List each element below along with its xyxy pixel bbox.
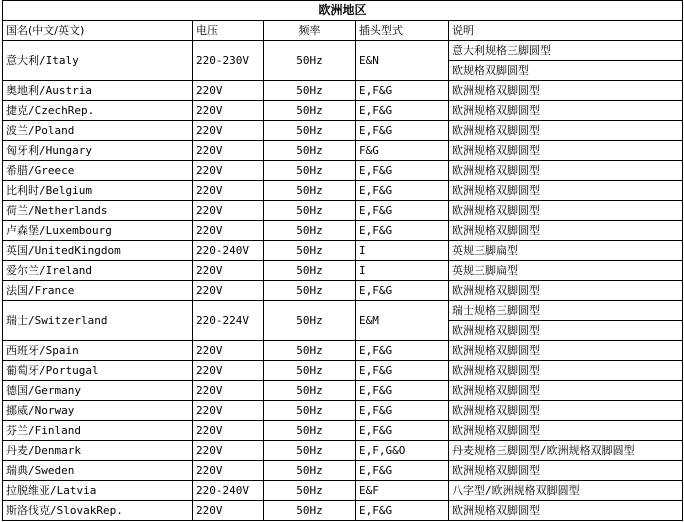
cell-plug-type: I bbox=[356, 241, 449, 261]
cell-plug-type: E&N bbox=[356, 41, 449, 81]
cell-plug-type: E,F&G bbox=[356, 501, 449, 521]
header-row bbox=[3, 21, 683, 41]
cell-note: 欧洲规格双脚圆型 bbox=[449, 101, 683, 121]
cell-voltage: 220V bbox=[193, 381, 264, 401]
cell-voltage: 220V bbox=[193, 361, 264, 381]
table-row bbox=[3, 201, 683, 221]
cell-country: 捷克/CzechRep. bbox=[3, 101, 193, 121]
cell-plug-type: E,F&G bbox=[356, 421, 449, 441]
cell-plug-type: E,F&G bbox=[356, 341, 449, 361]
cell-voltage: 220V bbox=[193, 341, 264, 361]
cell-plug-type: E,F&G bbox=[356, 361, 449, 381]
table-row bbox=[3, 81, 683, 101]
header-voltage: 电压 bbox=[193, 21, 264, 41]
table-body bbox=[3, 41, 683, 521]
cell-frequency: 50Hz bbox=[264, 401, 356, 421]
cell-frequency: 50Hz bbox=[264, 441, 356, 461]
table-row bbox=[3, 381, 683, 401]
cell-frequency: 50Hz bbox=[264, 361, 356, 381]
cell-country: 葡萄牙/Portugal bbox=[3, 361, 193, 381]
cell-note: 意大利规格三脚圆型 bbox=[449, 41, 683, 61]
table-row bbox=[3, 281, 683, 301]
cell-note: 欧洲规格双脚圆型 bbox=[449, 201, 683, 221]
cell-voltage: 220V bbox=[193, 221, 264, 241]
cell-frequency: 50Hz bbox=[264, 421, 356, 441]
table-row bbox=[3, 221, 683, 241]
cell-plug-type: F&G bbox=[356, 141, 449, 161]
cell-voltage: 220V bbox=[193, 401, 264, 421]
cell-frequency: 50Hz bbox=[264, 241, 356, 261]
cell-note: 瑞士规格三脚圆型 bbox=[449, 301, 683, 321]
cell-country: 英国/UnitedKingdom bbox=[3, 241, 193, 261]
cell-note: 欧洲规格双脚圆型 bbox=[449, 361, 683, 381]
table-row bbox=[3, 101, 683, 121]
cell-voltage: 220-240V bbox=[193, 481, 264, 501]
cell-plug-type: E,F&G bbox=[356, 101, 449, 121]
cell-frequency: 50Hz bbox=[264, 281, 356, 301]
cell-plug-type: E,F&G bbox=[356, 201, 449, 221]
cell-note: 欧洲规格双脚圆型 bbox=[449, 381, 683, 401]
cell-plug-type: E,F&G bbox=[356, 161, 449, 181]
cell-voltage: 220V bbox=[193, 141, 264, 161]
cell-country: 芬兰/Finland bbox=[3, 421, 193, 441]
cell-country: 丹麦/Denmark bbox=[3, 441, 193, 461]
cell-note: 欧洲规格双脚圆型 bbox=[449, 461, 683, 481]
cell-voltage: 220V bbox=[193, 121, 264, 141]
cell-note: 英规三脚扁型 bbox=[449, 241, 683, 261]
cell-country: 意大利/Italy bbox=[3, 41, 193, 81]
cell-voltage: 220V bbox=[193, 181, 264, 201]
cell-country: 奥地利/Austria bbox=[3, 81, 193, 101]
table-row bbox=[3, 341, 683, 361]
cell-note: 欧洲规格双脚圆型 bbox=[449, 161, 683, 181]
table-row bbox=[3, 241, 683, 261]
cell-country: 挪威/Norway bbox=[3, 401, 193, 421]
cell-note: 英规三脚扁型 bbox=[449, 261, 683, 281]
cell-frequency: 50Hz bbox=[264, 341, 356, 361]
table-row bbox=[3, 441, 683, 461]
cell-note: 欧洲规格双脚圆型 bbox=[449, 181, 683, 201]
cell-note: 欧洲规格双脚圆型 bbox=[449, 141, 683, 161]
cell-plug-type: E,F&G bbox=[356, 381, 449, 401]
cell-frequency: 50Hz bbox=[264, 301, 356, 341]
cell-frequency: 50Hz bbox=[264, 481, 356, 501]
cell-country: 比利时/Belgium bbox=[3, 181, 193, 201]
cell-plug-type: E,F,G&O bbox=[356, 441, 449, 461]
header-plug-type: 插头型式 bbox=[356, 21, 449, 41]
cell-plug-type: E,F&G bbox=[356, 281, 449, 301]
cell-note: 八字型/欧洲规格双脚圆型 bbox=[449, 481, 683, 501]
cell-country: 卢森堡/Luxembourg bbox=[3, 221, 193, 241]
cell-note: 丹麦规格三脚圆型/欧洲规格双脚圆型 bbox=[449, 441, 683, 461]
table-row bbox=[3, 301, 683, 321]
cell-country: 西班牙/Spain bbox=[3, 341, 193, 361]
cell-plug-type: E,F&G bbox=[356, 221, 449, 241]
cell-note: 欧洲规格双脚圆型 bbox=[449, 281, 683, 301]
cell-voltage: 220V bbox=[193, 81, 264, 101]
cell-country: 波兰/Poland bbox=[3, 121, 193, 141]
table-row bbox=[3, 141, 683, 161]
table-row bbox=[3, 121, 683, 141]
cell-voltage: 220V bbox=[193, 421, 264, 441]
cell-frequency: 50Hz bbox=[264, 261, 356, 281]
cell-country: 希腊/Greece bbox=[3, 161, 193, 181]
table-row bbox=[3, 41, 683, 61]
cell-plug-type: E&M bbox=[356, 301, 449, 341]
cell-note: 欧洲规格双脚圆型 bbox=[449, 401, 683, 421]
cell-voltage: 220-224V bbox=[193, 301, 264, 341]
table-row bbox=[3, 161, 683, 181]
cell-voltage: 220-240V bbox=[193, 241, 264, 261]
cell-frequency: 50Hz bbox=[264, 41, 356, 81]
cell-frequency: 50Hz bbox=[264, 141, 356, 161]
cell-note: 欧洲规格双脚圆型 bbox=[449, 81, 683, 101]
cell-note: 欧洲规格双脚圆型 bbox=[449, 421, 683, 441]
cell-voltage: 220V bbox=[193, 281, 264, 301]
cell-country: 德国/Germany bbox=[3, 381, 193, 401]
cell-plug-type: E,F&G bbox=[356, 461, 449, 481]
table-row bbox=[3, 501, 683, 521]
cell-frequency: 50Hz bbox=[264, 181, 356, 201]
europe-voltage-table bbox=[2, 0, 683, 521]
cell-plug-type: E,F&G bbox=[356, 181, 449, 201]
cell-country: 拉脱维亚/Latvia bbox=[3, 481, 193, 501]
cell-voltage: 220V bbox=[193, 161, 264, 181]
header-country: 国名(中文/英文) bbox=[3, 21, 193, 41]
table-row bbox=[3, 181, 683, 201]
table-row bbox=[3, 261, 683, 281]
header-note: 说明 bbox=[449, 21, 683, 41]
cell-frequency: 50Hz bbox=[264, 201, 356, 221]
cell-frequency: 50Hz bbox=[264, 101, 356, 121]
cell-voltage: 220V bbox=[193, 201, 264, 221]
table-row bbox=[3, 481, 683, 501]
cell-voltage: 220V bbox=[193, 441, 264, 461]
cell-country: 荷兰/Netherlands bbox=[3, 201, 193, 221]
cell-frequency: 50Hz bbox=[264, 221, 356, 241]
cell-frequency: 50Hz bbox=[264, 121, 356, 141]
cell-plug-type: I bbox=[356, 261, 449, 281]
cell-plug-type: E,F&G bbox=[356, 401, 449, 421]
cell-note: 欧洲规格双脚圆型 bbox=[449, 501, 683, 521]
cell-plug-type: E,F&G bbox=[356, 121, 449, 141]
cell-note: 欧规格双脚圆型 bbox=[449, 61, 683, 81]
cell-frequency: 50Hz bbox=[264, 501, 356, 521]
cell-country: 法国/France bbox=[3, 281, 193, 301]
cell-country: 瑞士/Switzerland bbox=[3, 301, 193, 341]
cell-frequency: 50Hz bbox=[264, 81, 356, 101]
cell-country: 瑞典/Sweden bbox=[3, 461, 193, 481]
cell-plug-type: E,F&G bbox=[356, 81, 449, 101]
cell-note: 欧洲规格双脚圆型 bbox=[449, 221, 683, 241]
cell-voltage: 220V bbox=[193, 261, 264, 281]
table-row bbox=[3, 461, 683, 481]
cell-voltage: 220V bbox=[193, 101, 264, 121]
cell-frequency: 50Hz bbox=[264, 381, 356, 401]
cell-plug-type: E&F bbox=[356, 481, 449, 501]
cell-note: 欧洲规格双脚圆型 bbox=[449, 121, 683, 141]
table-row bbox=[3, 401, 683, 421]
header-frequency: 频率 bbox=[264, 21, 356, 41]
cell-voltage: 220V bbox=[193, 461, 264, 481]
table-row bbox=[3, 421, 683, 441]
cell-country: 爱尔兰/Ireland bbox=[3, 261, 193, 281]
table-container bbox=[2, 0, 683, 521]
cell-country: 斯洛伐克/SlovakRep. bbox=[3, 501, 193, 521]
cell-frequency: 50Hz bbox=[264, 461, 356, 481]
cell-note: 欧洲规格双脚圆型 bbox=[449, 321, 683, 341]
title-row bbox=[3, 1, 683, 21]
cell-country: 匈牙利/Hungary bbox=[3, 141, 193, 161]
cell-voltage: 220V bbox=[193, 501, 264, 521]
table-title: 欧洲地区 bbox=[3, 1, 683, 21]
cell-note: 欧洲规格双脚圆型 bbox=[449, 341, 683, 361]
table-row bbox=[3, 361, 683, 381]
cell-frequency: 50Hz bbox=[264, 161, 356, 181]
cell-voltage: 220-230V bbox=[193, 41, 264, 81]
